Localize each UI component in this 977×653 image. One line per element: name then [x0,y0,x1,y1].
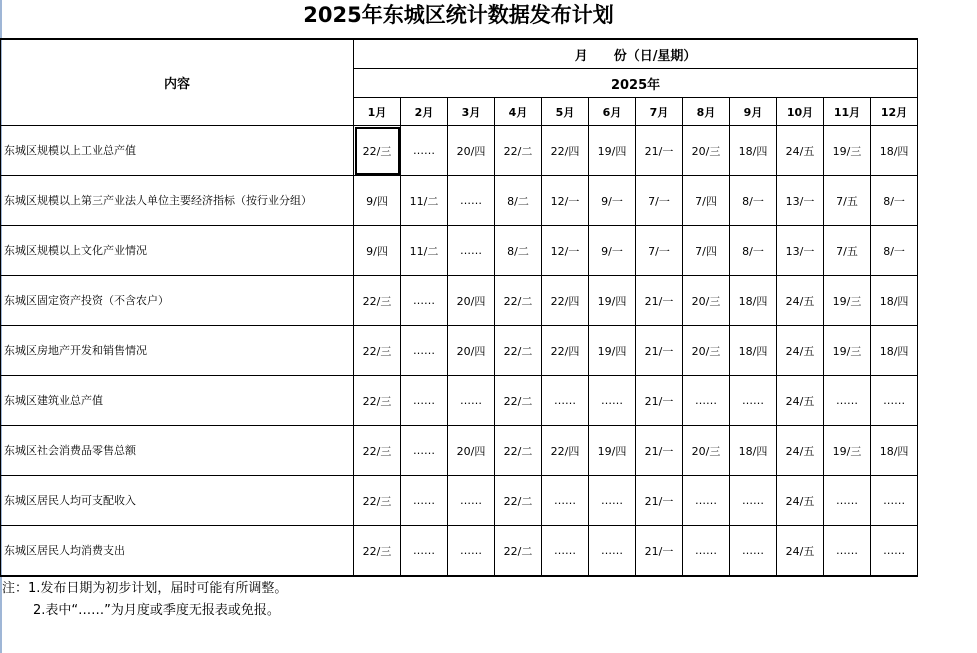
date-cell[interactable]: …… [824,376,871,426]
year-header[interactable]: 2025年 [354,69,918,98]
date-cell[interactable]: 18/四 [730,276,777,326]
date-cell[interactable]: …… [401,376,448,426]
date-cell[interactable]: 7/五 [824,226,871,276]
date-cell[interactable]: 24/五 [777,126,824,176]
date-cell[interactable]: 7/四 [683,176,730,226]
date-cell[interactable]: 8/一 [730,176,777,226]
month-header-cell[interactable]: 12月 [871,98,918,126]
date-cell[interactable]: 24/五 [777,326,824,376]
page-title: 2025年东城区统计数据发布计划 [303,3,614,27]
item-cell[interactable]: 东城区规模以上第三产业法人单位主要经济指标（按行业分组） [1,176,354,226]
date-cell[interactable]: 22/三 [354,426,401,476]
date-cell[interactable]: 20/四 [448,426,495,476]
date-cell[interactable]: …… [683,476,730,526]
month-header-cell[interactable]: 4月 [495,98,542,126]
table-row [1,426,918,476]
month-header-cell[interactable]: 2月 [401,98,448,126]
date-cell[interactable]: …… [401,126,448,176]
date-cell[interactable]: 18/四 [871,126,918,176]
date-cell[interactable]: 12/一 [542,226,589,276]
date-cell[interactable]: …… [589,476,636,526]
date-cell[interactable]: …… [730,476,777,526]
date-cell[interactable]: …… [824,476,871,526]
date-cell[interactable]: …… [448,176,495,226]
date-cell[interactable]: …… [542,376,589,426]
date-cell[interactable]: …… [871,476,918,526]
date-cell[interactable]: 24/五 [777,276,824,326]
date-cell[interactable]: …… [401,276,448,326]
date-cell[interactable]: 13/一 [777,226,824,276]
table-row [1,176,918,226]
table-row [1,276,918,326]
month-header-cell[interactable]: 8月 [683,98,730,126]
item-cell[interactable]: 东城区社会消费品零售总额 [1,426,354,476]
notes [2,578,287,622]
date-cell[interactable]: 22/三 [354,276,401,326]
date-cell[interactable]: 20/三 [683,426,730,476]
date-cell[interactable]: 24/五 [777,426,824,476]
date-cell[interactable]: …… [448,226,495,276]
item-cell[interactable]: 东城区房地产开发和销售情况 [1,326,354,376]
date-cell[interactable]: …… [589,526,636,577]
item-cell[interactable]: 东城区规模以上工业总产值 [1,126,354,176]
date-cell[interactable]: 20/四 [448,276,495,326]
date-cell[interactable]: 21/一 [636,526,683,577]
date-cell[interactable]: 18/四 [730,426,777,476]
date-cell[interactable]: 18/四 [871,276,918,326]
date-cell[interactable]: …… [683,526,730,577]
item-cell[interactable]: 东城区居民人均可支配收入 [1,476,354,526]
date-cell[interactable]: 24/五 [777,526,824,577]
date-cell[interactable]: 22/四 [542,276,589,326]
month-header-cell[interactable]: 5月 [542,98,589,126]
date-cell[interactable]: 9/四 [354,226,401,276]
date-cell[interactable]: 18/四 [730,326,777,376]
table-row [1,526,918,577]
content-header[interactable]: 内容 [1,39,354,126]
date-cell[interactable]: 20/三 [683,326,730,376]
date-cell[interactable]: …… [401,326,448,376]
item-cell[interactable]: 东城区固定资产投资（不含农户） [1,276,354,326]
date-cell[interactable]: 19/四 [589,276,636,326]
date-cell[interactable]: 8/二 [495,176,542,226]
date-cell[interactable]: 20/四 [448,126,495,176]
date-cell[interactable]: 22/四 [542,426,589,476]
date-cell[interactable]: 22/二 [495,476,542,526]
month-header-cell[interactable]: 9月 [730,98,777,126]
table-row [1,126,918,176]
date-cell[interactable]: …… [683,376,730,426]
date-cell[interactable]: 22/四 [542,326,589,376]
date-cell[interactable]: 18/四 [730,126,777,176]
date-cell[interactable]: 21/一 [636,126,683,176]
date-cell[interactable]: 7/一 [636,226,683,276]
date-cell[interactable]: 19/三 [824,326,871,376]
date-cell[interactable]: 7/五 [824,176,871,226]
date-cell[interactable]: 11/二 [401,176,448,226]
date-cell[interactable]: …… [589,376,636,426]
date-cell[interactable]: …… [871,526,918,577]
date-cell[interactable]: 12/一 [542,176,589,226]
month-header-cell[interactable]: 1月 [354,98,401,126]
schedule-table [0,38,918,577]
date-cell[interactable]: 9/一 [589,226,636,276]
month-header-cell[interactable]: 7月 [636,98,683,126]
date-cell[interactable]: 22/二 [495,376,542,426]
date-cell[interactable]: 24/五 [777,376,824,426]
date-cell[interactable]: 19/四 [589,126,636,176]
month-header-cell[interactable]: 3月 [448,98,495,126]
date-cell[interactable]: …… [448,376,495,426]
table-row [1,326,918,376]
note-line-1: 注：1.发布日期为初步计划，届时可能有所调整。 [2,581,288,596]
date-cell[interactable]: 22/四 [542,126,589,176]
item-cell[interactable]: 东城区建筑业总产值 [1,376,354,426]
date-cell[interactable]: …… [824,526,871,577]
date-cell[interactable]: 22/三 [354,126,401,176]
date-cell[interactable]: 19/三 [824,426,871,476]
date-cell[interactable]: 8/一 [871,226,918,276]
month-header[interactable]: 月 份（日/星期） [354,39,918,69]
month-header-cell[interactable]: 6月 [589,98,636,126]
date-cell[interactable]: 21/一 [636,276,683,326]
date-cell[interactable]: 24/五 [777,476,824,526]
date-cell[interactable]: 22/三 [354,476,401,526]
date-cell[interactable]: 22/三 [354,526,401,577]
date-cell[interactable]: …… [401,426,448,476]
date-cell[interactable]: 21/一 [636,476,683,526]
date-cell[interactable]: …… [448,476,495,526]
date-cell[interactable]: 13/一 [777,176,824,226]
month-header-cell[interactable]: 11月 [824,98,871,126]
table-body [1,126,918,577]
date-cell[interactable]: 19/三 [824,126,871,176]
date-cell[interactable]: 18/四 [871,426,918,476]
date-cell[interactable]: 9/四 [354,176,401,226]
date-cell[interactable]: 8/一 [871,176,918,226]
date-cell[interactable]: 18/四 [871,326,918,376]
date-cell[interactable]: …… [730,526,777,577]
date-cell[interactable]: …… [542,476,589,526]
date-cell[interactable]: 20/四 [448,326,495,376]
date-cell[interactable]: 22/二 [495,326,542,376]
date-cell[interactable]: …… [542,526,589,577]
date-cell[interactable]: 22/三 [354,376,401,426]
date-cell[interactable]: 21/一 [636,426,683,476]
date-cell[interactable]: 21/一 [636,376,683,426]
date-cell[interactable]: 19/四 [589,426,636,476]
date-cell[interactable]: 7/四 [683,226,730,276]
date-cell[interactable]: 9/一 [589,176,636,226]
date-cell[interactable]: 8/一 [730,226,777,276]
date-cell[interactable]: …… [448,526,495,577]
date-cell[interactable]: 22/二 [495,126,542,176]
table-row [1,476,918,526]
item-cell[interactable]: 东城区规模以上文化产业情况 [1,226,354,276]
date-cell[interactable]: …… [401,476,448,526]
table-row [1,226,918,276]
date-cell[interactable]: 22/二 [495,426,542,476]
item-cell[interactable]: 东城区居民人均消费支出 [1,526,354,577]
date-cell[interactable]: …… [730,376,777,426]
date-cell[interactable]: 19/三 [824,276,871,326]
table-row [1,376,918,426]
note-line-2: 2.表中“……”为月度或季度无报表或免报。 [33,603,280,618]
date-cell[interactable]: …… [871,376,918,426]
date-cell[interactable]: 20/三 [683,126,730,176]
date-cell[interactable]: …… [401,526,448,577]
date-cell[interactable]: 7/一 [636,176,683,226]
month-header-cell[interactable]: 10月 [777,98,824,126]
date-cell[interactable]: 22/二 [495,276,542,326]
date-cell[interactable]: 21/一 [636,326,683,376]
date-cell[interactable]: 20/三 [683,276,730,326]
date-cell[interactable]: 8/二 [495,226,542,276]
date-cell[interactable]: 22/二 [495,526,542,577]
date-cell[interactable]: 19/四 [589,326,636,376]
date-cell[interactable]: 11/二 [401,226,448,276]
date-cell[interactable]: 22/三 [354,326,401,376]
